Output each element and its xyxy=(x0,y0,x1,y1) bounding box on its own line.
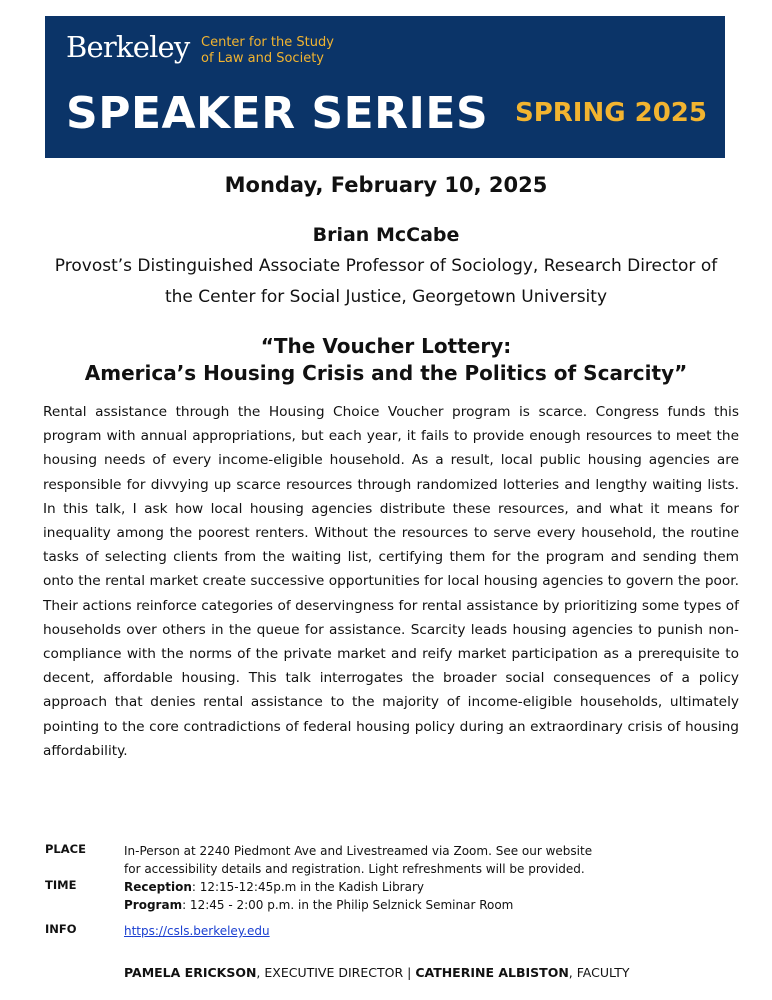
place-line1: In-Person at 2240 Piedmont Ave and Livestreamed via Zoom. See our website xyxy=(124,844,593,858)
place-row xyxy=(45,842,735,878)
series-title: SPEAKER SERIES xyxy=(66,88,489,139)
website-link[interactable]: https://csls.berkeley.edu xyxy=(124,924,270,938)
berkeley-logo: Berkeley xyxy=(66,30,190,64)
info-value xyxy=(124,922,735,940)
event-details xyxy=(45,842,735,942)
talk-title-line1: “The Voucher Lottery: xyxy=(260,334,512,358)
time-value xyxy=(124,878,735,914)
center-name-line1: Center for the Study xyxy=(201,35,334,50)
reception-label: Reception xyxy=(124,880,192,894)
center-name xyxy=(201,35,334,67)
info-row xyxy=(45,922,735,942)
faculty-name: CATHERINE ALBISTON xyxy=(415,965,569,980)
reception-value: : 12:15-12:45p.m in the Kadish Library xyxy=(191,880,425,894)
faculty-role: , FACULTY xyxy=(568,965,630,980)
talk-title-line2: America’s Housing Crisis and the Politics of Scarcity” xyxy=(84,361,688,385)
director-role: , EXECUTIVE DIRECTOR xyxy=(256,965,404,980)
talk-title xyxy=(0,333,772,387)
program-line xyxy=(124,896,735,914)
speaker-name: Brian McCabe xyxy=(312,224,460,246)
director-name: PAMELA ERICKSON xyxy=(124,965,257,980)
place-label: PLACE xyxy=(45,842,86,856)
speaker-title: Provost’s Distinguished Associate Professor of Sociology, Research Director of the Center for Social Justice, Georgetown University xyxy=(54,256,718,307)
header-banner xyxy=(45,16,725,158)
time-label: TIME xyxy=(45,878,77,892)
footer-separator: | xyxy=(403,965,416,980)
center-name-line2: of Law and Society xyxy=(201,51,324,66)
place-value xyxy=(124,842,735,878)
reception-line xyxy=(124,878,735,896)
event-date: Monday, February 10, 2025 xyxy=(224,173,548,197)
place-line2: for accessibility details and registration. Light refreshments will be provided. xyxy=(124,862,585,876)
program-label: Program xyxy=(124,898,183,912)
time-row xyxy=(45,878,735,922)
program-value: : 12:45 - 2:00 p.m. in the Philip Selznick Seminar Room xyxy=(182,898,514,912)
talk-abstract: Rental assistance through the Housing Choice Voucher program is scarce. Congress funds this program with annual appropriations, but each year, it fails to provide enough resources to meet the housing needs of every income-eligible household. As a result, local public housing agencies are responsible for divvying up scarce resources through randomized lotteries and lengthy waiting lists. In this talk, I ask how local housing agencies distribute these resources, and what it means for inequality among the poorest renters. Without the resources to serve every household, the routine tasks of selecting clients from the waiting list, certifying them for the program and sending them onto the rental market create successive opportunities for local housing agencies to govern the poor. Their actions reinforce categories of deservingness for rental assistance by prioritizing some types of households over others in the queue for assistance. Scarcity leads housing agencies to punish non-compliance with the norms of the private market and reify market participation as a prerequisite to decent, affordable housing. This talk interrogates the broader social consequences of a policy approach that denies rental assistance to the majority of income-eligible households, ultimately pointing to the core contradictions of federal housing policy during an extraordinary crisis of housing affordability. xyxy=(43,404,739,759)
info-label: INFO xyxy=(45,922,77,936)
season-label: SPRING 2025 xyxy=(515,98,707,128)
footer-credits xyxy=(124,965,744,980)
